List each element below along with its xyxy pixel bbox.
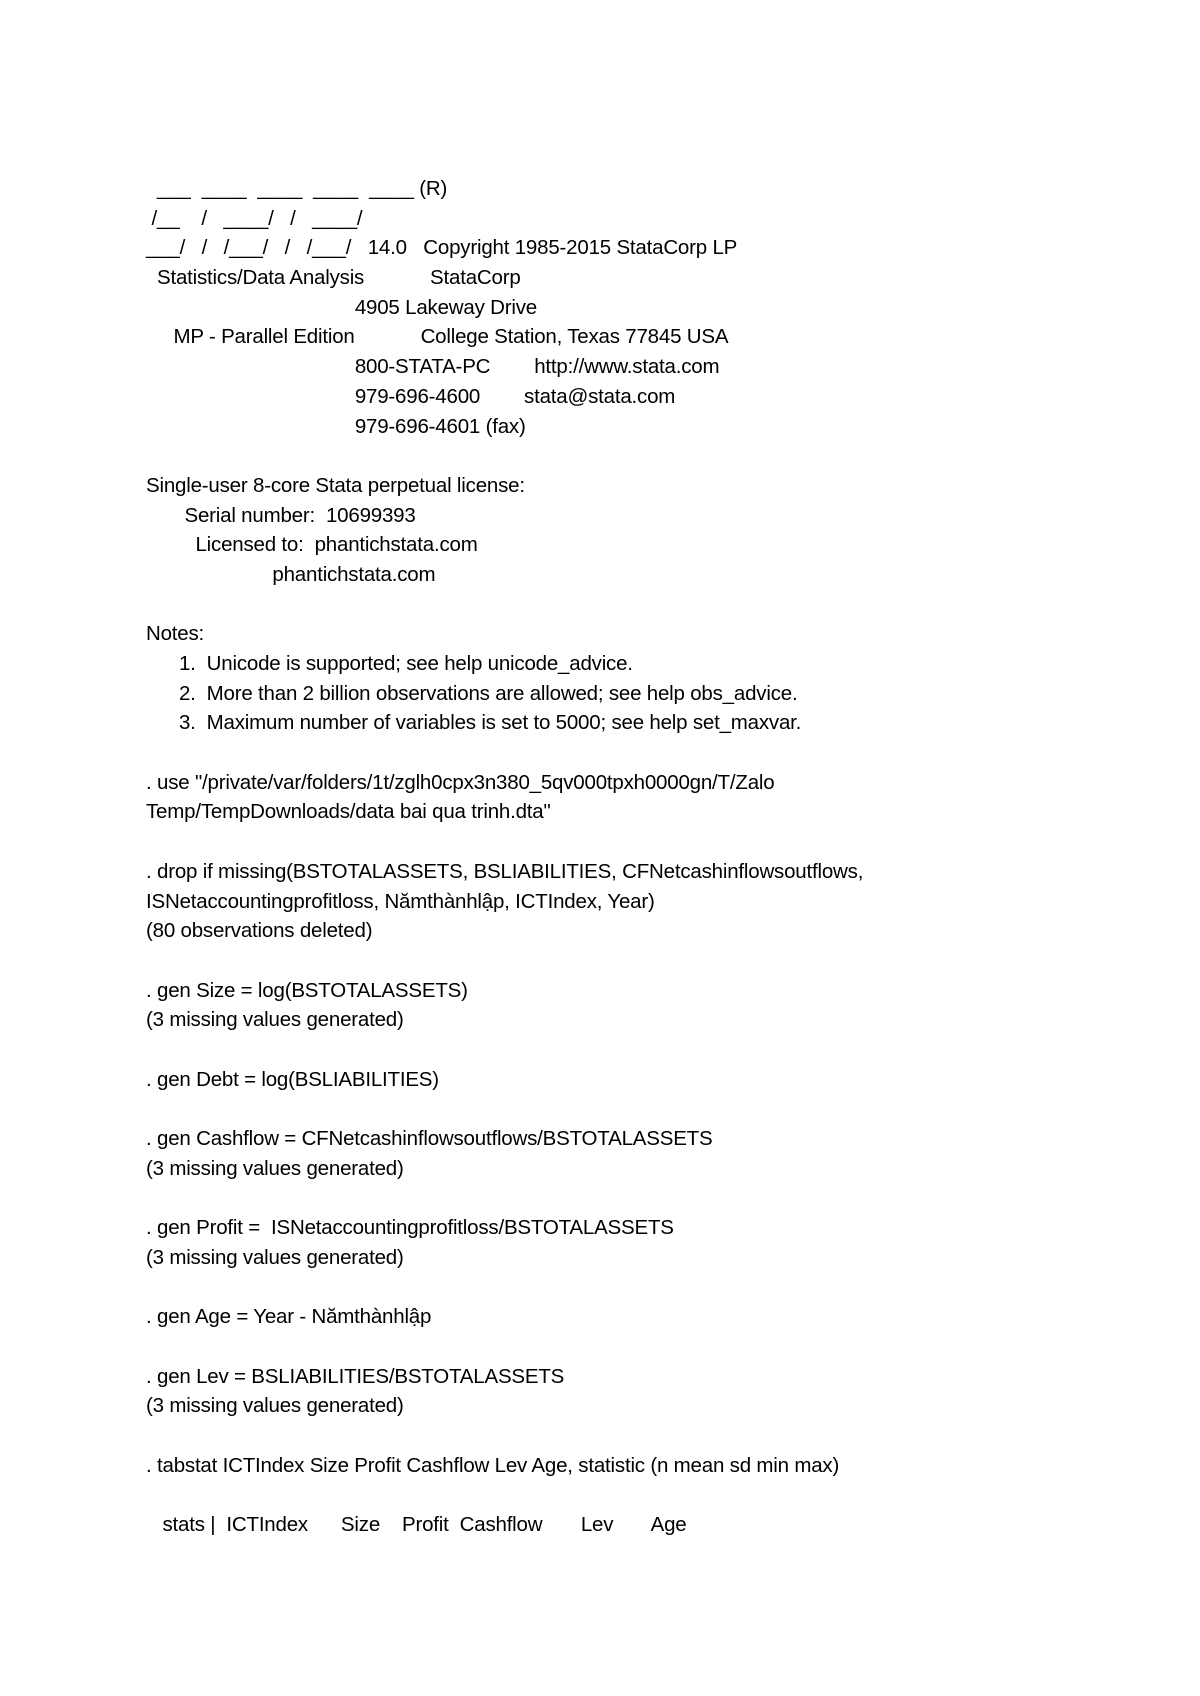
log-line: . gen Debt = log(BSLIABILITIES) xyxy=(146,1067,439,1091)
log-line: MP - Parallel Edition College Station, Texas 77845 USA xyxy=(146,325,729,349)
log-line: 1. Unicode is supported; see help unicode_advice. xyxy=(146,652,633,675)
log-line: 800-STATA-PC http://www.stata.com xyxy=(146,355,720,379)
stata-log-output xyxy=(146,174,1106,1540)
log-line: Notes: xyxy=(146,622,205,646)
log-line: (80 observations deleted) xyxy=(146,919,373,943)
blank-line xyxy=(146,738,1106,768)
log-line: . gen Lev = BSLIABILITIES/BSTOTALASSETS xyxy=(146,1364,565,1388)
log-line: . drop if missing(BSTOTALASSETS, BSLIABILITIES, CFNetcashinflowsoutflows, xyxy=(146,859,864,883)
log-line: 4905 Lakeway Drive xyxy=(146,295,537,319)
blank-line xyxy=(146,946,1106,976)
log-line: . gen Size = log(BSTOTALASSETS) xyxy=(146,978,468,1002)
blank-line xyxy=(146,827,1106,857)
log-line: . gen Age = Year - Nămthànhlập xyxy=(146,1305,432,1329)
log-line: ISNetaccountingprofitloss, Nămthànhlập, ICTIndex, Year) xyxy=(146,889,655,913)
log-line: phantichstata.com xyxy=(146,562,436,586)
log-line: . gen Cashflow = CFNetcashinflowsoutflows/BSTOTALASSETS xyxy=(146,1127,713,1150)
blank-line xyxy=(146,1035,1106,1065)
log-line: 2. More than 2 billion observations are allowed; see help obs_advice. xyxy=(146,681,798,705)
log-line: Temp/TempDownloads/data bai qua trinh.dta" xyxy=(146,800,551,824)
log-line: stats | ICTIndex Size Profit Cashflow Lev Age xyxy=(146,1512,687,1536)
log-line: . tabstat ICTIndex Size Profit Cashflow Lev Age, statistic (n mean sd min max) xyxy=(146,1453,840,1477)
log-line: /__ / ____/ / ____/ xyxy=(146,206,363,230)
blank-line xyxy=(146,590,1106,620)
blank-line xyxy=(146,1332,1106,1362)
log-line: ___/ / /___/ / /___/ 14.0 Copyright 1985-2015 StataCorp LP xyxy=(146,236,738,260)
blank-line xyxy=(146,1094,1106,1124)
log-line: . use "/private/var/folders/1t/zglh0cpx3n380_5qv000tpxh0000gn/T/Zalo xyxy=(146,770,775,794)
blank-line xyxy=(146,1480,1106,1510)
log-line: Licensed to: phantichstata.com xyxy=(146,533,478,557)
log-line: 3. Maximum number of variables is set to 5000; see help set_maxvar. xyxy=(146,711,802,735)
blank-line xyxy=(146,441,1106,471)
blank-line xyxy=(146,1272,1106,1302)
log-line: (3 missing values generated) xyxy=(146,1008,404,1032)
log-line: Statistics/Data Analysis StataCorp xyxy=(146,266,521,290)
log-line: ___ ____ ____ ____ ____ (R) xyxy=(146,177,448,200)
log-line: 979-696-4600 stata@stata.com xyxy=(146,384,676,408)
blank-line xyxy=(146,1421,1106,1451)
log-line: Single-user 8-core Stata perpetual license: xyxy=(146,473,525,497)
log-line: 979-696-4601 (fax) xyxy=(146,414,526,438)
log-line: Serial number: 10699393 xyxy=(146,503,416,527)
log-line: (3 missing values generated) xyxy=(146,1245,404,1269)
blank-line xyxy=(146,1183,1106,1213)
log-line: . gen Profit = ISNetaccountingprofitloss/BSTOTALASSETS xyxy=(146,1216,674,1240)
log-line: (3 missing values generated) xyxy=(146,1156,404,1180)
log-line: (3 missing values generated) xyxy=(146,1394,404,1418)
